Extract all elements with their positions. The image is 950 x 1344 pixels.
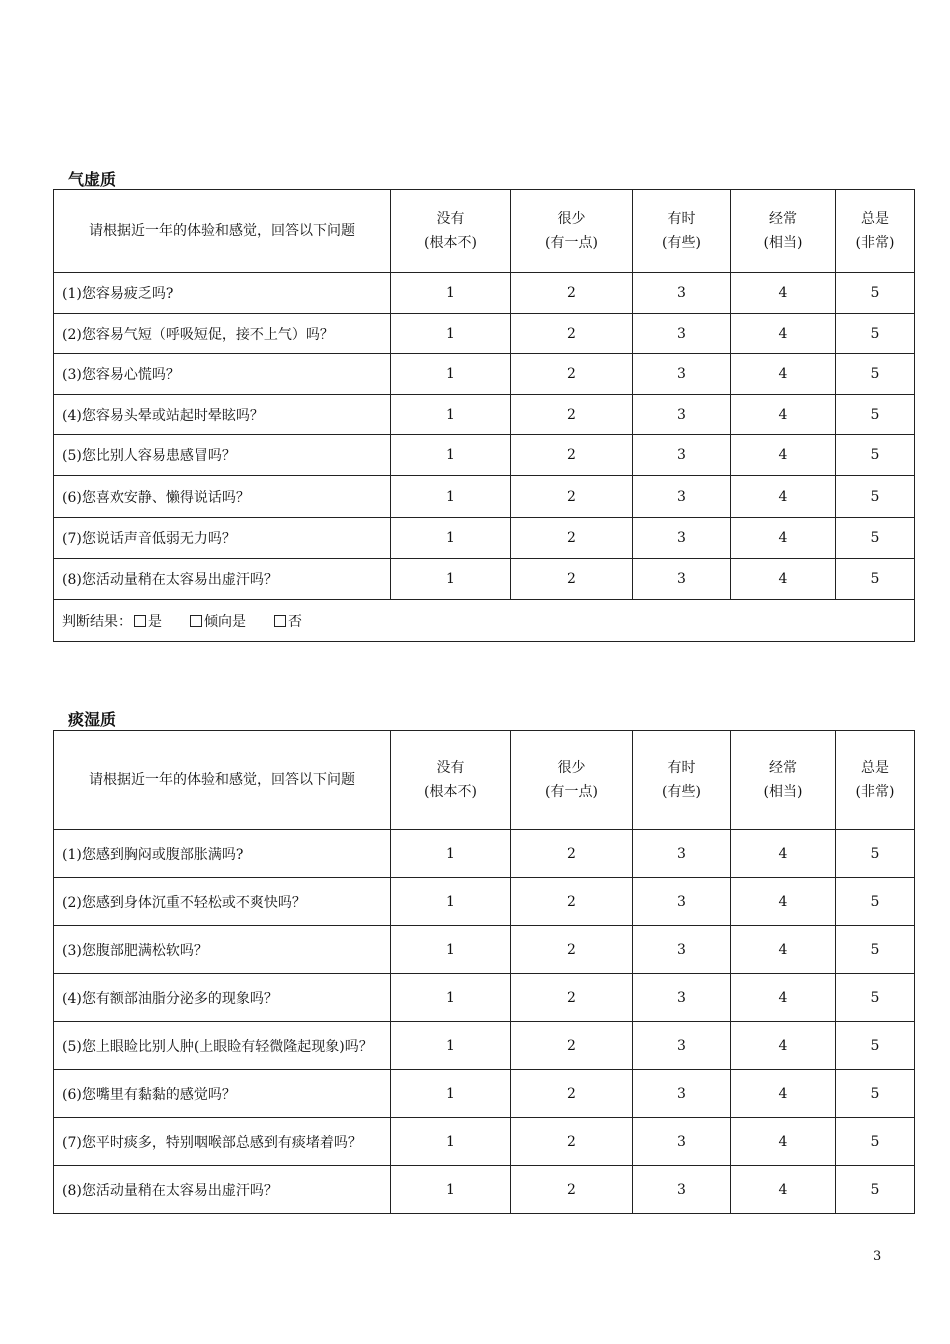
score-cell[interactable]: 2 xyxy=(511,314,633,354)
column-header-label: 没有 xyxy=(436,211,465,227)
question-text: (8)您活动量稍在太容易出虚汗吗？ xyxy=(54,559,391,600)
table-row xyxy=(54,878,915,926)
score-cell[interactable]: 5 xyxy=(836,476,915,518)
score-cell[interactable]: 5 xyxy=(836,435,915,476)
column-header-sometimes xyxy=(633,731,731,830)
score-cell[interactable]: 3 xyxy=(633,1118,731,1166)
score-cell[interactable]: 4 xyxy=(731,314,836,354)
score-cell[interactable]: 1 xyxy=(391,1118,511,1166)
result-option-label: 是 xyxy=(148,613,162,630)
table-row xyxy=(54,476,915,518)
column-header-label: 没有 xyxy=(436,760,465,776)
score-cell[interactable]: 1 xyxy=(391,314,511,354)
score-cell[interactable]: 1 xyxy=(391,830,511,878)
table-row xyxy=(54,559,915,600)
score-cell[interactable]: 1 xyxy=(391,1022,511,1070)
score-cell[interactable]: 3 xyxy=(633,395,731,435)
column-header-label: 有时 xyxy=(667,760,696,776)
score-cell[interactable]: 5 xyxy=(836,1022,915,1070)
score-cell[interactable]: 3 xyxy=(633,974,731,1022)
result-option-tend-yes[interactable] xyxy=(188,614,246,630)
score-cell[interactable]: 2 xyxy=(511,1118,633,1166)
column-header-sublabel: (有一点) xyxy=(545,235,598,251)
column-header-sublabel: (非常) xyxy=(855,235,895,251)
checkbox-icon[interactable] xyxy=(134,615,146,627)
table-row xyxy=(54,518,915,559)
score-cell[interactable]: 5 xyxy=(836,878,915,926)
score-cell[interactable]: 2 xyxy=(511,559,633,600)
score-cell[interactable]: 4 xyxy=(731,273,836,314)
score-cell[interactable]: 5 xyxy=(836,1118,915,1166)
column-header-never xyxy=(391,731,511,830)
score-cell[interactable]: 2 xyxy=(511,974,633,1022)
questionnaire-table-qixu xyxy=(53,189,915,642)
checkbox-icon[interactable] xyxy=(190,615,202,627)
column-header-rarely xyxy=(511,731,633,830)
score-cell[interactable]: 2 xyxy=(511,1070,633,1118)
table-row xyxy=(54,830,915,878)
score-cell[interactable]: 4 xyxy=(731,395,836,435)
result-cell xyxy=(54,600,915,642)
score-cell[interactable]: 5 xyxy=(836,830,915,878)
column-header-sublabel: (有些) xyxy=(662,235,701,251)
score-cell[interactable]: 2 xyxy=(511,926,633,974)
score-cell[interactable]: 1 xyxy=(391,926,511,974)
score-cell[interactable]: 1 xyxy=(391,559,511,600)
score-cell[interactable]: 4 xyxy=(731,830,836,878)
table-row xyxy=(54,1118,915,1166)
score-cell[interactable]: 3 xyxy=(633,878,731,926)
score-cell[interactable]: 2 xyxy=(511,1166,633,1214)
column-header-never xyxy=(391,190,511,273)
score-cell[interactable]: 4 xyxy=(731,1118,836,1166)
score-cell[interactable]: 5 xyxy=(836,314,915,354)
score-cell[interactable]: 3 xyxy=(633,1166,731,1214)
column-header-sometimes xyxy=(633,190,731,273)
score-cell[interactable]: 2 xyxy=(511,435,633,476)
table-row xyxy=(54,1070,915,1118)
column-header-label: 经常 xyxy=(769,211,797,227)
question-text: (3)您腹部肥满松软吗？ xyxy=(54,926,391,974)
table-header-row xyxy=(54,190,915,273)
result-option-label: 倾向是 xyxy=(204,613,246,630)
table-row xyxy=(54,435,915,476)
score-cell[interactable]: 2 xyxy=(511,518,633,559)
score-cell[interactable]: 2 xyxy=(511,830,633,878)
column-header-label: 总是 xyxy=(861,760,889,776)
score-cell[interactable]: 4 xyxy=(731,974,836,1022)
score-cell[interactable]: 1 xyxy=(391,1166,511,1214)
column-header-label: 总是 xyxy=(861,211,889,227)
score-cell[interactable]: 1 xyxy=(391,476,511,518)
score-cell[interactable]: 5 xyxy=(836,926,915,974)
question-text: (1)您感到胸闷或腹部胀满吗? xyxy=(54,830,391,878)
column-header-always xyxy=(836,190,915,273)
question-column-header: 请根据近一年的体验和感觉，回答以下问题 xyxy=(54,731,391,830)
score-cell[interactable]: 5 xyxy=(836,559,915,600)
question-text: (6)您喜欢安静、懒得说话吗？ xyxy=(54,476,391,518)
score-cell[interactable]: 5 xyxy=(836,1070,915,1118)
column-header-often xyxy=(731,731,836,830)
score-cell[interactable]: 4 xyxy=(731,518,836,559)
score-cell[interactable]: 2 xyxy=(511,1022,633,1070)
score-cell[interactable]: 4 xyxy=(731,559,836,600)
question-text: (6)您嘴里有黏黏的感觉吗？ xyxy=(54,1070,391,1118)
column-header-sublabel: (有一点) xyxy=(545,784,598,800)
score-cell[interactable]: 4 xyxy=(731,1022,836,1070)
column-header-always xyxy=(836,731,915,830)
section-title-tanshi: 痰湿质 xyxy=(68,710,117,729)
column-header-often xyxy=(731,190,836,273)
score-cell[interactable]: 4 xyxy=(731,354,836,395)
score-cell[interactable]: 1 xyxy=(391,354,511,395)
question-text: (8)您活动量稍在太容易出虚汗吗？ xyxy=(54,1166,391,1214)
column-header-label: 经常 xyxy=(769,760,797,776)
section-title-qixu: 气虚质 xyxy=(68,170,117,189)
score-cell[interactable]: 1 xyxy=(391,974,511,1022)
question-text: (2)您感到身体沉重不轻松或不爽快吗？ xyxy=(54,878,391,926)
score-cell[interactable]: 3 xyxy=(633,830,731,878)
question-text: (5)您比别人容易患感冒吗？ xyxy=(54,435,391,476)
score-cell[interactable]: 5 xyxy=(836,518,915,559)
column-header-label: 有时 xyxy=(667,211,696,227)
score-cell[interactable]: 1 xyxy=(391,273,511,314)
score-cell[interactable]: 1 xyxy=(391,435,511,476)
score-cell[interactable]: 3 xyxy=(633,435,731,476)
table-row xyxy=(54,974,915,1022)
table-row xyxy=(54,314,915,354)
column-header-sublabel: (根本不) xyxy=(424,235,477,251)
table-row xyxy=(54,354,915,395)
result-label: 判断结果： xyxy=(62,613,132,630)
result-option-label: 否 xyxy=(288,613,302,630)
questionnaire-table-tanshi xyxy=(53,730,915,1214)
table-row xyxy=(54,1166,915,1214)
score-cell[interactable]: 4 xyxy=(731,1166,836,1214)
score-cell[interactable]: 5 xyxy=(836,273,915,314)
question-text: (7)您平时痰多，特别咽喉部总感到有痰堵着吗？ xyxy=(54,1118,391,1166)
score-cell[interactable]: 3 xyxy=(633,273,731,314)
score-cell[interactable]: 2 xyxy=(511,395,633,435)
table-header-row xyxy=(54,731,915,830)
score-cell[interactable]: 3 xyxy=(633,354,731,395)
score-cell[interactable]: 5 xyxy=(836,1166,915,1214)
question-text: (2)您容易气短（呼吸短促，接不上气）吗？ xyxy=(54,314,391,354)
question-text: (4)您有额部油脂分泌多的现象吗？ xyxy=(54,974,391,1022)
score-cell[interactable]: 3 xyxy=(633,314,731,354)
question-text: (3)您容易心慌吗？ xyxy=(54,354,391,395)
score-cell[interactable]: 4 xyxy=(731,1070,836,1118)
column-header-label: 很少 xyxy=(557,211,586,227)
score-cell[interactable]: 4 xyxy=(731,435,836,476)
score-cell[interactable]: 5 xyxy=(836,395,915,435)
score-cell[interactable]: 4 xyxy=(731,878,836,926)
score-cell[interactable]: 1 xyxy=(391,395,511,435)
score-cell[interactable]: 3 xyxy=(633,1022,731,1070)
page-number: 3 xyxy=(873,1249,882,1264)
score-cell[interactable]: 3 xyxy=(633,926,731,974)
score-cell[interactable]: 2 xyxy=(511,273,633,314)
result-option-yes[interactable] xyxy=(132,614,162,630)
score-cell[interactable]: 2 xyxy=(511,354,633,395)
score-cell[interactable]: 3 xyxy=(633,559,731,600)
column-header-sublabel: (有些) xyxy=(662,784,701,800)
table-row xyxy=(54,395,915,435)
question-text: (4)您容易头晕或站起时晕眩吗？ xyxy=(54,395,391,435)
column-header-rarely xyxy=(511,190,633,273)
question-text: (7)您说话声音低弱无力吗？ xyxy=(54,518,391,559)
column-header-sublabel: (相当) xyxy=(763,784,803,800)
question-text: (5)您上眼睑比别人肿(上眼睑有轻微隆起现象)吗？ xyxy=(54,1022,391,1070)
score-cell[interactable]: 5 xyxy=(836,974,915,1022)
score-cell[interactable]: 3 xyxy=(633,476,731,518)
score-cell[interactable]: 1 xyxy=(391,1070,511,1118)
result-row xyxy=(54,600,915,642)
result-option-no[interactable] xyxy=(272,614,302,630)
checkbox-icon[interactable] xyxy=(274,615,286,627)
column-header-sublabel: (根本不) xyxy=(424,784,477,800)
score-cell[interactable]: 5 xyxy=(836,354,915,395)
column-header-sublabel: (非常) xyxy=(855,784,895,800)
column-header-sublabel: (相当) xyxy=(763,235,803,251)
table-row xyxy=(54,273,915,314)
score-cell[interactable]: 4 xyxy=(731,476,836,518)
table-row xyxy=(54,926,915,974)
column-header-label: 很少 xyxy=(557,760,586,776)
score-cell[interactable]: 3 xyxy=(633,518,731,559)
score-cell[interactable]: 3 xyxy=(633,1070,731,1118)
score-cell[interactable]: 2 xyxy=(511,878,633,926)
table-row xyxy=(54,1022,915,1070)
score-cell[interactable]: 2 xyxy=(511,476,633,518)
score-cell[interactable]: 4 xyxy=(731,926,836,974)
score-cell[interactable]: 1 xyxy=(391,878,511,926)
question-text: (1)您容易疲乏吗? xyxy=(54,273,391,314)
question-column-header: 请根据近一年的体验和感觉，回答以下问题 xyxy=(54,190,391,273)
score-cell[interactable]: 1 xyxy=(391,518,511,559)
